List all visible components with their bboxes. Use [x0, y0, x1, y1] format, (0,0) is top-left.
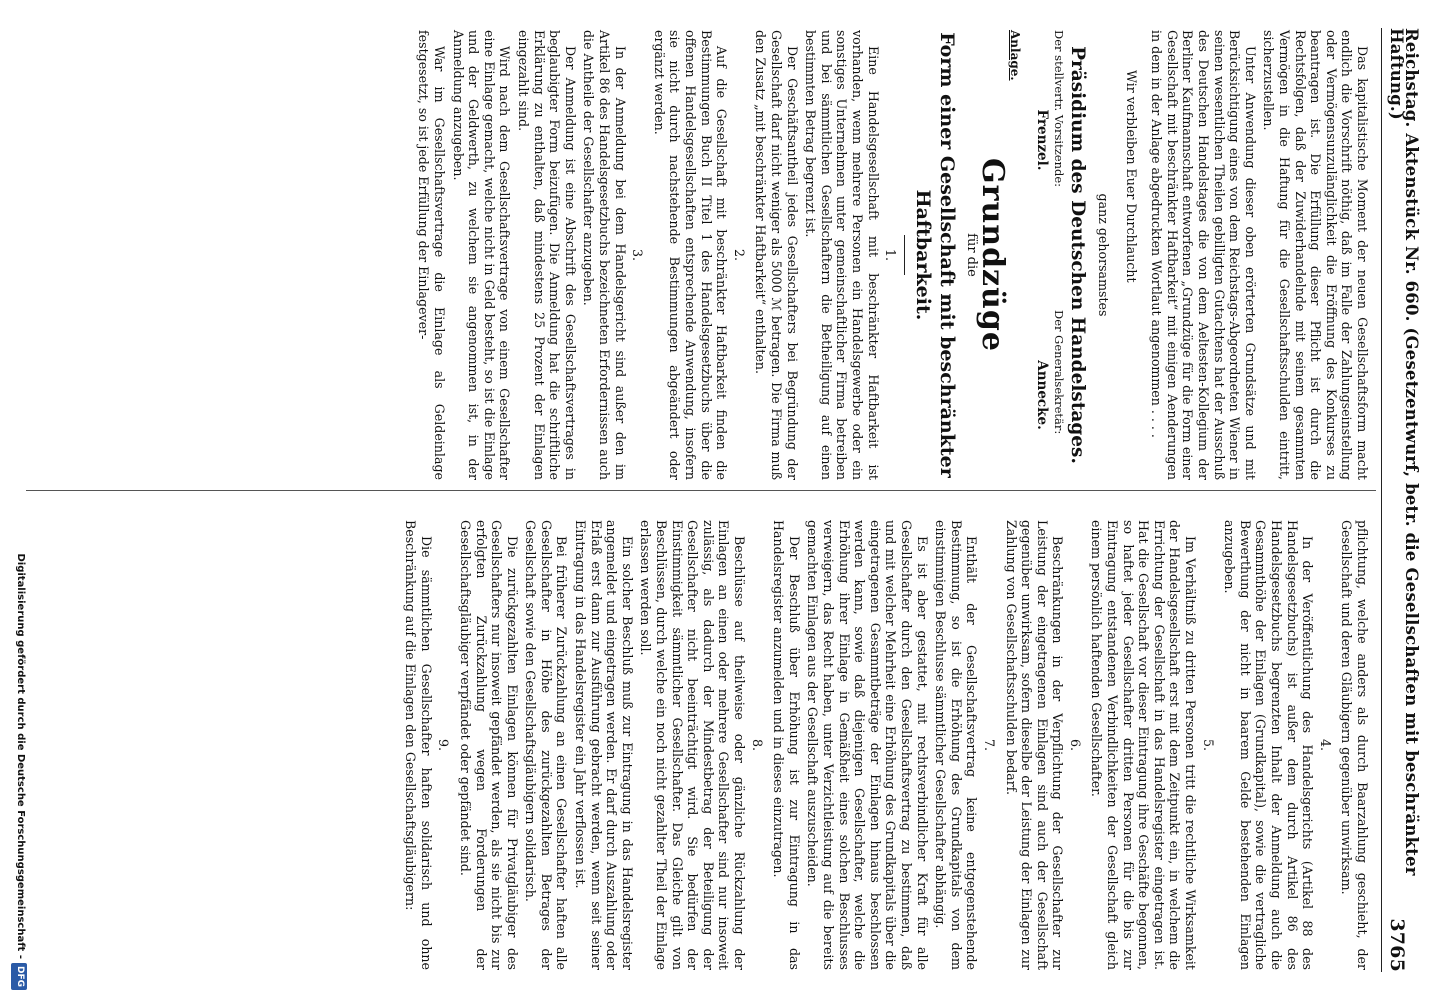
- document-title-connector: für die: [963, 233, 979, 277]
- intro-paragraph: Unter Anwendung dieser oben erörterten Grundsätze und mit Berücksichtigung eines von dem Reichstags-Abgeordneten Wiener in seinen wesentlichen Theilen gebilligten Gutachtens hat der Ausschuß des Deutschen Handelstages die von dem Aeltesten-Kollegium der Berliner Kaufmannschaft entworfenen „Grundzüge für die Form einer Gesellschaft mit beschränkter Haftbarkeit“ mit einigen Aenderungen in dem in der Anlage abgedruckten Wortlaut angenommen . . . .: [1149, 30, 1258, 480]
- signature-right: [1034, 310, 1066, 480]
- closing-line: Wir verbleiben Euer Durchlaucht: [1123, 70, 1139, 283]
- section-number: 4.: [1317, 738, 1333, 752]
- closing-formula: ganz gehorsamstes: [1096, 193, 1112, 317]
- section-paragraph: Auf die Gesellschaft mit beschränkter Haftbarkeit finden die Bestimmungen Buch II Titel 1 des Handelsgesetzbuchs über die offenen Handelsgesellschaften entsprechende Anwendung, insofern sie nicht durch nachstehende Bestimmungen abgeändert oder ergänzt werden.: [651, 30, 730, 480]
- section-paragraph: Eine Handelsgesellschaft mit beschränkter Haftbarkeit ist vorhanden, wenn mehrere Personen ein Handelsgewerbe oder ein sonstiges Unternehmen unter gemeinschaftlicher Firma betreiben und bei sämmtlichen Gesellschaftern die Betheiligung auf einen bestimmten Betrag begrenzt ist.: [803, 30, 881, 480]
- section-paragraph: Wird nach dem Gesellschaftsvertrage von einem Gesellschafter eine Einlage gemacht, welche nicht in Geld besteht, so ist die Einlage und der Geldwerth, zu welchem sie angenommen ist, in der Anmeldung anzugeben.: [450, 30, 513, 480]
- dfg-logo: DFG: [11, 963, 27, 990]
- section-number: 9.: [436, 738, 452, 752]
- document-subtitle: Form einer Gesellschaft mit beschränkter Haftbarkeit.: [912, 32, 959, 478]
- intro-paragraph: Das kapitalistische Moment der neuen Gesellschaftsform macht endlich die Vorschrift nöthig, daß im Falle der Zahlungseinstellung oder Vermögensunzulänglichkeit die Eröffnung des Konkurses zu beantragen ist. Die Erfüllung dieser Pflicht ist durch die Rechtsfolgen, daß der Zuwiderhandelnde mit seinem gesammten Vermögen in die Haftung für die Gesellschaftsschulden eintritt, sicherzustellen.: [1261, 30, 1370, 480]
- signature-block: [1030, 30, 1066, 480]
- section-paragraph: Beschränkungen in der Verpflichtung der Gesellschafter zur Leistung der eingetragenen Einlagen sind auch der Gesellschaft gegenüber unwirksam, sofern dieselbe der Leistung der Einlagen zur Zahlung von Gesellschaftsschulden bedarf.: [1003, 520, 1066, 970]
- section-paragraph: Die sämmtlichen Gesellschafter haften solidarisch und ohne Beschränkung auf die Einlagen den Gesellschaftsgläubigern:: [403, 520, 434, 970]
- section-paragraph: Die zurückgezahlten Einlagen können für Privatgläubiger des Gesellschafters nur insoweit gepfändet werden, als sie nicht bis zur erfolgten Zurückzahlung wegen Forderungen der Gesellschaftsgläubiger verpfändet oder gepfändet sind.: [457, 520, 520, 970]
- section-paragraph: Beschlüsse auf theilweise oder gänzliche Rückzahlung der Einlagen an einen oder mehrere Gesellschafter sind nur insoweit zulässig, als dadurch der Mindestbetrag der Beteiligung der Gesellschafter nicht beeinträchtigt wird. Sie bedürfen der Einstimmigkeit sämmtlicher Gesellschafter. Das Gleiche gilt von Beschlüssen, durch welche ein noch nicht gezahlter Theil der Einlage erlassen werden soll.: [638, 520, 748, 970]
- section-number: 7.: [981, 738, 997, 752]
- left-column: [413, 30, 1370, 480]
- section-paragraph: War im Gesellschaftsvertrage die Einlage als Geldeinlage festgesetzt, so ist jede Erfüllung der Einlagever-: [416, 30, 448, 480]
- section-paragraph: Bei früherer Zurückzahlung an einen Gesellschafter haften alle Gesellschafter in Höhe des zurückgezahlten Betrages der Gesellschaft sowie den Gesellschaftsgläubigern solidarisch.: [523, 520, 570, 970]
- section-paragraph: Im Verhältniß zu dritten Personen tritt die rechtliche Wirksamkeit der Handelsgesellschaft erst mit dem Zeitpunkt ein, in welchem die Errichtung der Gesellschaft in das Handelsregister eingetragen ist. Hat die Gesellschaft vor dieser Eintragung ihre Geschäfte begonnen, so haftet jeder Gesellschafter dritten Personen für die bis zur Eintragung entstandenen Verbindlichkeiten der Gesellschaft gleich einem persönlich haftenden Gesellschafter.: [1089, 520, 1199, 970]
- section-number: 5.: [1200, 738, 1216, 752]
- section-number: 2.: [731, 248, 747, 262]
- signature-name: Frenzel.: [1034, 109, 1051, 171]
- digitization-footer: [10, 120, 28, 990]
- section-number: 1.: [883, 248, 899, 262]
- section-paragraph: In der Anmeldung bei dem Handelsgericht sind außer den im Artikel 86 des Handelsgesetzbuchs bezeichneten Erfordernissen auch die Antheile der Gesellschafter anzugeben.: [581, 30, 628, 480]
- continuation-paragraph: pflichtung, welche anders als durch Baarzahlung geschieht, der Gesellschaft und deren Gläubigern gegenüber unwirksam.: [1339, 520, 1370, 970]
- section-number: 6.: [1067, 738, 1083, 752]
- right-column: [400, 520, 1370, 970]
- section-paragraph: Ein solcher Beschluß muß zur Eintragung in das Handelsregister angemeldet und eingetragen werden. Er darf durch Auszahlung oder Erlaß erst dann zur Ausführung gebracht werden, wenn seit seiner Eintragung in das Handelsregister ein Jahr verflossen ist.: [573, 520, 635, 970]
- header-title: Reichstag. Aktenstück Nr. 660. (Gesetzentwurf, betr. die Gesellschaften mit beschränkter Haftung.): [1386, 28, 1422, 876]
- signature-role: Der Generalsekretär:: [1051, 310, 1066, 435]
- section-paragraph: Der Geschäftsantheil jedes Gesellschafters bei Begründung der Gesellschaft darf nicht weniger als 5000 ℳ betragen. Die Firma muß den Zusatz „mit beschränkter Haftbarkeit“ enthalten.: [753, 30, 800, 480]
- page-number: 3765: [1385, 918, 1408, 972]
- section-number: 3.: [630, 248, 646, 262]
- section-paragraph: Der Beschluß über Erhöhung ist zur Eintragung in das Handelsregister anzumelden und in dieses einzutragen.: [771, 520, 802, 970]
- column-divider: [26, 490, 1376, 491]
- title-rule: [904, 235, 905, 275]
- section-paragraph: Es ist aber gestattet, mit rechtsverbindlicher Kraft für alle Gesellschafter durch den Gesellschaftsvertrag zu bestimmen, daß und mit welcher Mehrheit eine Erhöhung des Grundkapitals über die eingetragenen Gesammtbeträge der Einlagen hinaus beschlossen werden kann, sowie daß diejenigen Gesellschafter, welche die Erhöhung ihrer Einlage in Gemäßheit eines solchen Beschlusses verweigern, das Recht haben, unter Verzichtleistung auf die bereits gemachten Einlagen aus der Gesellschaft auszuscheiden.: [805, 520, 930, 970]
- document-title: Grundzüge: [975, 158, 1011, 352]
- anlage-label: Anlage.: [1007, 30, 1022, 81]
- section-paragraph: Der Anmeldung ist eine Abschrift des Gesellschaftsvertrages in beglaubigter Form beizufügen. Die Anmeldung hat die schriftliche Erklärung zu enthalten, daß mindestens 25 Prozent der Einlagen eingezahlt sind.: [516, 30, 578, 480]
- signature-left: [1034, 30, 1066, 250]
- signature-role: Der stellvertr. Vorsitzende:: [1051, 30, 1066, 188]
- section-paragraph: Enthält der Gesellschaftsvertrag keine entgegenstehende Bestimmung, so ist die Erhöhung des Grundkapitals von dem einstimmigen Beschlusse sämmtlicher Gesellschafter abhängig.: [933, 520, 980, 970]
- running-header: [1381, 28, 1422, 972]
- presidium-heading: Präsidium des Deutschen Handelstages.: [1067, 46, 1089, 464]
- footer-text: Digitalisierung gefördert durch die Deutsche Forschungsgemeinschaft -: [15, 553, 26, 959]
- signature-name: Annecke.: [1034, 360, 1051, 430]
- section-number: 8.: [749, 738, 765, 752]
- section-paragraph: In der Veröffentlichung des Handelsgerichts (Artikel 88 des Handelsgesetzbuchs) ist außer dem durch Artikel 86 des Handelsgesetzbuchs begrenzten Inhalt der Anmeldung auch die Gesammthöhe der Einlagen (Grundkapital), sowie die vertragliche Bewerthung der nicht in baarem Gelde bestehenden Einlagen anzugeben.: [1222, 520, 1316, 970]
